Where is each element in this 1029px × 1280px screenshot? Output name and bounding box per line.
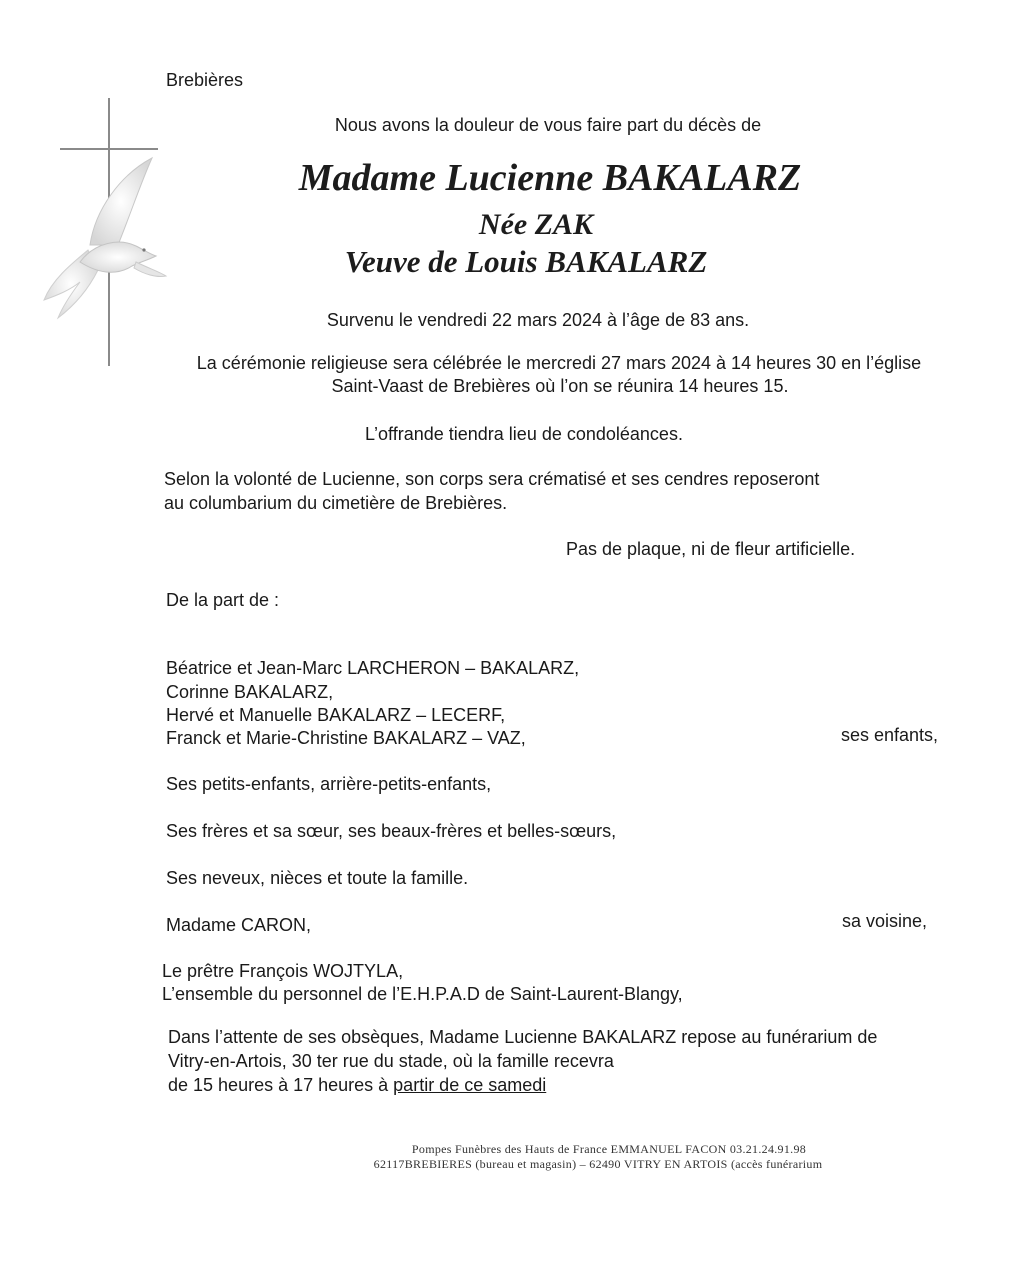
ehpad-staff-line: L’ensemble du personnel de l’E.H.P.A.D de Saint-Laurent-Blangy, [162, 984, 683, 1004]
footer-address: 62117BREBIERES (bureau et magasin) – 62490 VITRY EN ARTOIS (accès funérarium [373, 1157, 823, 1171]
nephews-line: Ses neveux, nièces et toute la famille. [166, 868, 469, 888]
rest-line-1: Dans l’attente de ses obsèques, Madame Lucienne BAKALARZ repose au funérarium de [168, 1027, 878, 1047]
widow-of: Veuve de Louis BAKALARZ [344, 244, 708, 279]
rest-line-3-prefix: de 15 heures à 17 heures à [168, 1075, 394, 1095]
child-entry: Béatrice et Jean-Marc LARCHERON – BAKALARZ, [166, 658, 580, 678]
siblings-line: Ses frères et sa sœur, ses beaux-frères et belles-sœurs, [166, 821, 617, 841]
maiden-name: Née ZAK [478, 208, 594, 241]
children-role: ses enfants, [841, 725, 939, 745]
child-entry: Hervé et Manuelle BAKALARZ – LECERF, [166, 705, 506, 725]
from-label: De la part de : [166, 590, 280, 610]
neighbor-name: Madame CARON, [166, 915, 312, 935]
rest-line-3 [168, 1074, 546, 1096]
place-name: Brebières [166, 70, 244, 90]
deceased-name: Madame Lucienne BAKALARZ [298, 157, 802, 199]
grandchildren-line: Ses petits-enfants, arrière-petits-enfants, [166, 774, 492, 794]
ceremony-line-1: La cérémonie religieuse sera célébrée le mercredi 27 mars 2024 à 14 heures 30 en l’église [196, 353, 922, 373]
announcement-intro: Nous avons la douleur de vous faire part du décès de [334, 115, 762, 135]
offering-statement: L’offrande tiendra lieu de condoléances. [365, 424, 683, 444]
wish-line-1: Selon la volonté de Lucienne, son corps sera crématisé et ses cendres reposeront [164, 469, 820, 489]
no-plaque-statement: Pas de plaque, ni de fleur artificielle. [566, 539, 856, 559]
child-entry: Franck et Marie-Christine BAKALARZ – VAZ, [166, 728, 526, 748]
priest-line: Le prêtre François WOJTYLA, [162, 961, 404, 981]
neighbor-role: sa voisine, [842, 911, 928, 931]
footer-funeral-home: Pompes Funèbres des Hauts de France EMMANUEL FACON 03.21.24.91.98 [411, 1142, 807, 1156]
child-entry: Corinne BAKALARZ, [166, 682, 334, 702]
wish-line-2: au columbarium du cimetière de Brebières. [164, 493, 508, 513]
rest-line-2: Vitry-en-Artois, 30 ter rue du stade, où la famille recevra [168, 1051, 614, 1071]
ceremony-line-2: Saint-Vaast de Brebières où l’on se réunira 14 heures 15. [331, 376, 789, 396]
visiting-time-underlined: partir de ce samedi [393, 1075, 547, 1095]
death-date-statement: Survenu le vendredi 22 mars 2024 à l’âge de 83 ans. [326, 310, 750, 330]
